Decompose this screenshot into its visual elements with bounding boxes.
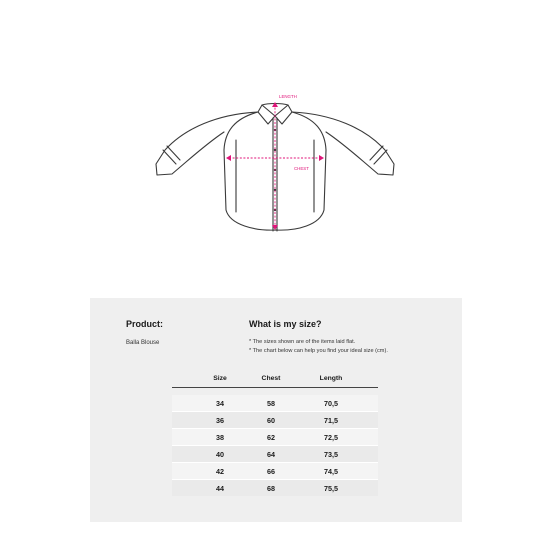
chest-label: CHEST xyxy=(294,166,309,171)
cell-chest: 66 xyxy=(267,467,275,476)
cell-length: 72,5 xyxy=(324,433,338,442)
chest-arrow-left xyxy=(226,155,231,161)
product-heading: Product: xyxy=(126,319,163,329)
blouse-left-sleeve xyxy=(156,112,258,175)
cell-chest: 60 xyxy=(267,416,275,425)
cell-size: 34 xyxy=(216,399,224,408)
cell-size: 36 xyxy=(216,416,224,425)
chest-arrow-right xyxy=(319,155,324,161)
table-row xyxy=(172,428,378,445)
size-note-chart: * The chart below can help you find your ideal size (cm). xyxy=(249,348,388,354)
size-heading: What is my size? xyxy=(249,319,322,329)
cell-chest: 58 xyxy=(267,399,275,408)
table-row xyxy=(172,462,378,479)
cell-chest: 62 xyxy=(267,433,275,442)
cell-length: 75,5 xyxy=(324,484,338,493)
table-header xyxy=(172,371,378,388)
cell-length: 73,5 xyxy=(324,450,338,459)
cell-size: 38 xyxy=(216,433,224,442)
cell-chest: 68 xyxy=(267,484,275,493)
header-chest: Chest xyxy=(261,375,281,382)
table-row xyxy=(172,395,378,411)
header-size: Size xyxy=(213,375,227,382)
cell-size: 42 xyxy=(216,467,224,476)
size-info-panel xyxy=(90,298,462,522)
size-note-flat: * The sizes shown are of the items laid flat. xyxy=(249,339,356,345)
size-chart-table xyxy=(172,371,378,496)
table-row xyxy=(172,411,378,428)
length-label: LENGTH xyxy=(279,94,297,99)
cell-chest: 64 xyxy=(267,450,275,459)
product-name: Balla Blouse xyxy=(126,340,160,346)
header-length: Length xyxy=(319,375,343,382)
cell-length: 74,5 xyxy=(324,467,338,476)
cell-size: 40 xyxy=(216,450,224,459)
cell-size: 44 xyxy=(216,484,224,493)
cell-length: 70,5 xyxy=(324,399,338,408)
table-row xyxy=(172,445,378,462)
table-row xyxy=(172,479,378,496)
cell-length: 71,5 xyxy=(324,416,338,425)
length-arrow-top xyxy=(272,102,278,107)
